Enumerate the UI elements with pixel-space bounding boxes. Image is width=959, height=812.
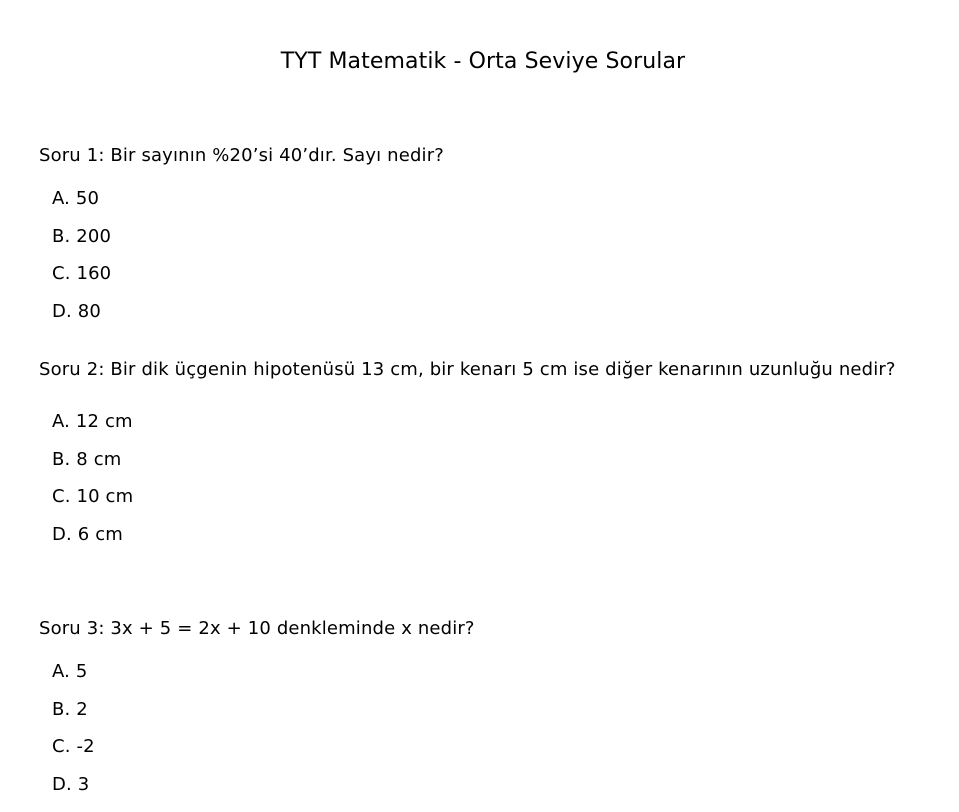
option-b: B. 8 cm xyxy=(52,448,122,470)
option-d: D. 6 cm xyxy=(52,524,123,546)
option-a: A. 5 xyxy=(52,661,88,682)
option-d: D. 3 xyxy=(52,774,90,796)
question-1 xyxy=(39,142,929,336)
option-list xyxy=(39,185,929,336)
option-a: A. 12 cm xyxy=(52,411,133,432)
question-text: Soru 1: Bir sayının %20’si 40’dır. Sayı nedir? xyxy=(39,145,444,166)
question-3 xyxy=(39,615,929,809)
page-title: TYT Matematik - Orta Seviye Sorular xyxy=(280,49,686,74)
option-d: D. 80 xyxy=(52,301,101,323)
option-list xyxy=(39,658,929,809)
option-c: C. 160 xyxy=(52,263,112,285)
question-text: Soru 2: Bir dik üçgenin hipotenüsü 13 cm, bir kenarı 5 cm ise diğer kenarının uzunluğu nedir? xyxy=(39,359,896,380)
option-a: A. 50 xyxy=(52,188,100,209)
option-c: C. -2 xyxy=(52,736,95,758)
option-b: B. 200 xyxy=(52,225,112,247)
question-2 xyxy=(39,355,929,559)
option-list xyxy=(39,408,929,559)
question-text: Soru 3: 3x + 5 = 2x + 10 denkleminde x nedir? xyxy=(39,618,475,639)
option-c: C. 10 cm xyxy=(52,486,134,508)
option-b: B. 2 xyxy=(52,698,88,720)
